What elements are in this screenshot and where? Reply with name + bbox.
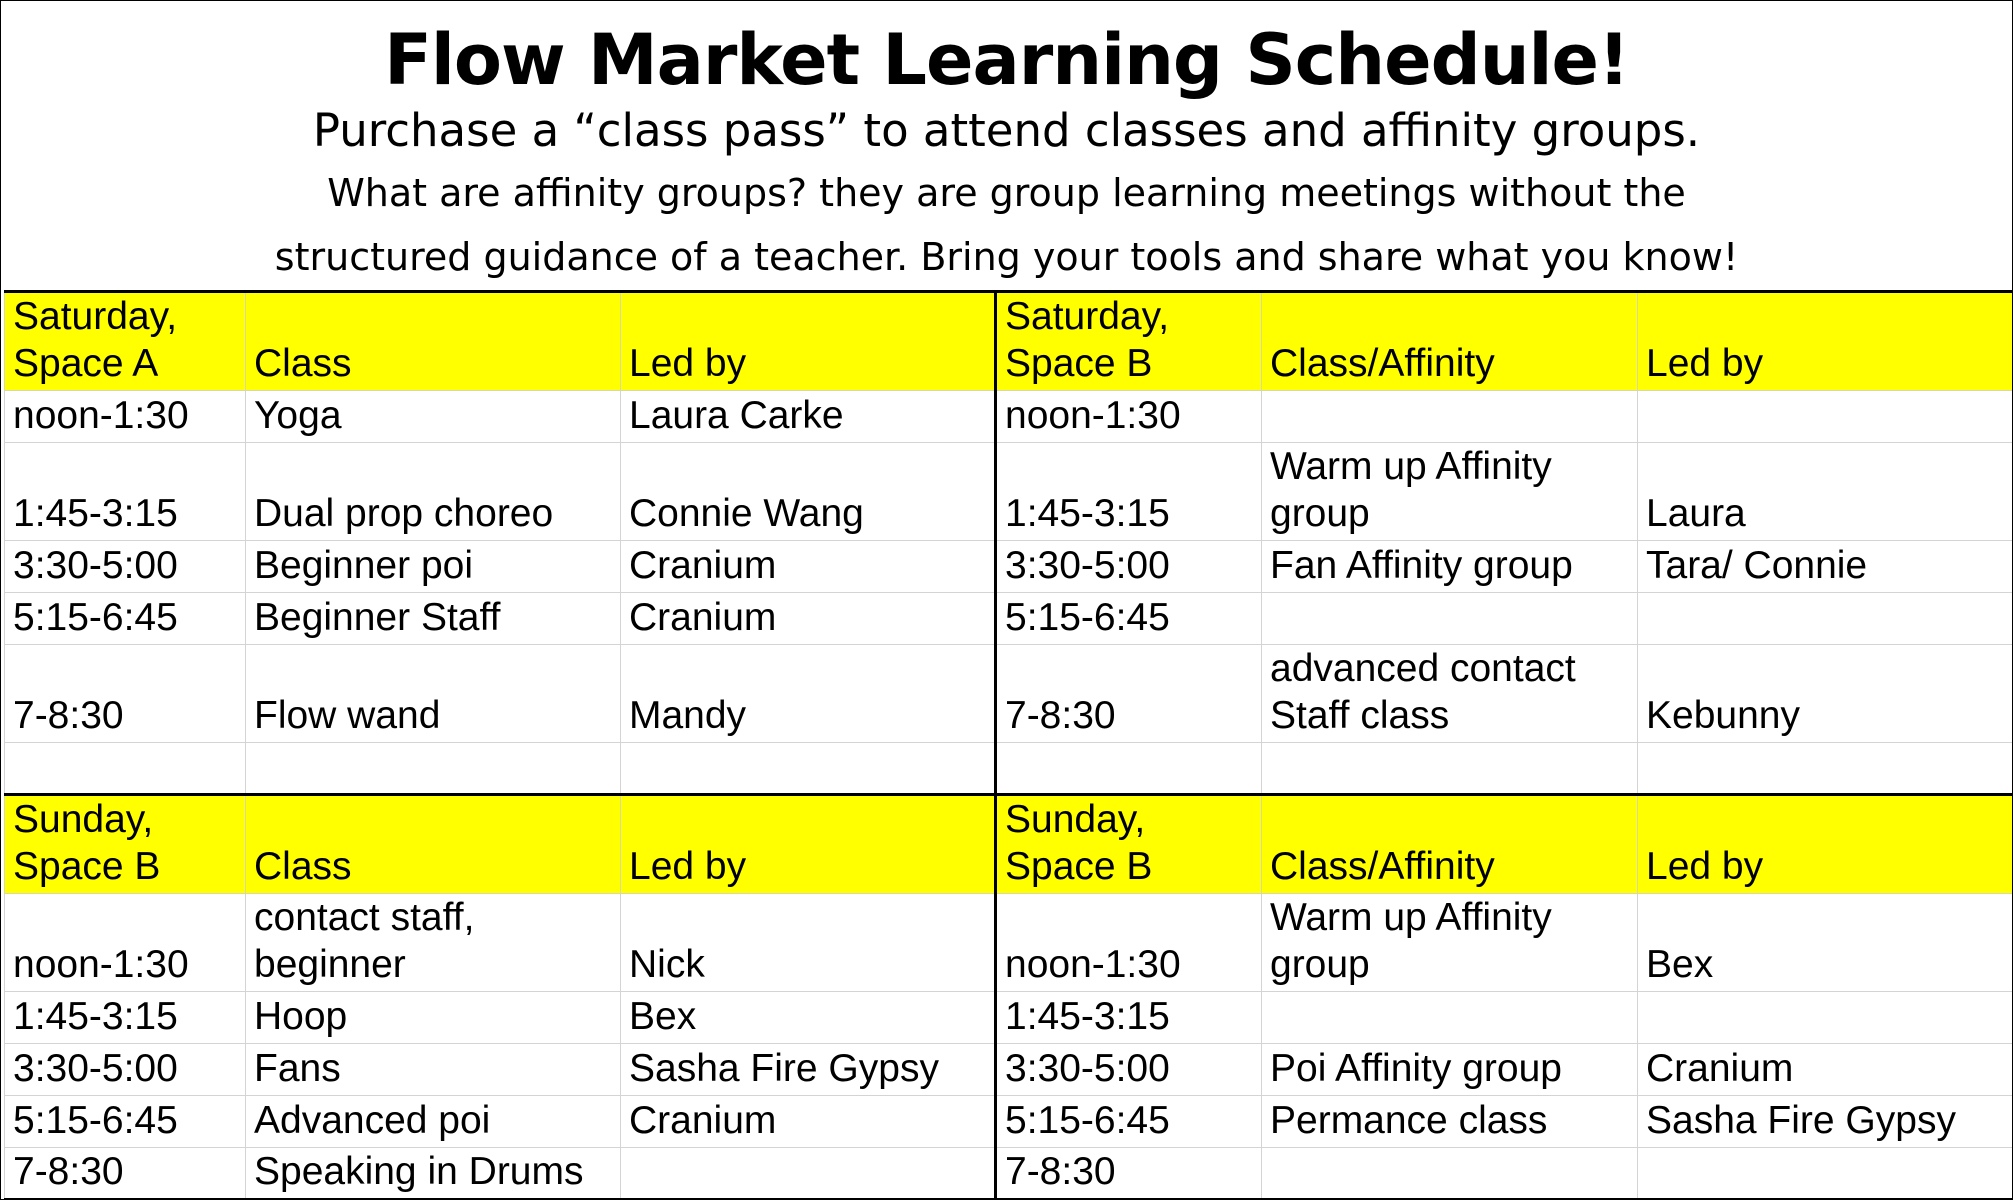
leader-cell bbox=[1638, 1148, 2013, 1200]
class-cell: Permance class bbox=[1262, 1096, 1638, 1148]
empty-cell bbox=[1262, 743, 1638, 795]
class-cell: Fans bbox=[246, 1044, 621, 1096]
time-cell: 3:30-5:00 bbox=[996, 541, 1262, 593]
table-row bbox=[5, 1044, 2013, 1096]
table-row bbox=[5, 541, 2013, 593]
time-cell: noon-1:30 bbox=[996, 894, 1262, 992]
time-cell: 5:15-6:45 bbox=[5, 1096, 246, 1148]
schedule-table bbox=[4, 290, 2013, 1200]
leader-cell: Bex bbox=[621, 992, 996, 1044]
table-row bbox=[5, 391, 2013, 443]
empty-cell bbox=[621, 743, 996, 795]
time-cell: 7-8:30 bbox=[996, 1148, 1262, 1200]
sunday-led-by-header: Led by bbox=[621, 795, 996, 894]
time-cell: 3:30-5:00 bbox=[996, 1044, 1262, 1096]
time-cell: 1:45-3:15 bbox=[5, 443, 246, 541]
class-cell: Advanced poi bbox=[246, 1096, 621, 1148]
class-cell: Warm up Affinity group bbox=[1262, 894, 1638, 992]
sunday-space-a-header: Sunday, Space B bbox=[5, 795, 246, 894]
leader-cell: Laura Carke bbox=[621, 391, 996, 443]
time-cell: noon-1:30 bbox=[996, 391, 1262, 443]
saturday-class-header: Class bbox=[246, 292, 621, 391]
empty-cell bbox=[1638, 743, 2013, 795]
leader-cell: Cranium bbox=[1638, 1044, 2013, 1096]
table-row bbox=[5, 1148, 2013, 1200]
time-cell: 5:15-6:45 bbox=[996, 593, 1262, 645]
saturday-class-affinity-header: Class/Affinity bbox=[1262, 292, 1638, 391]
description-line-1: What are affinity groups? they are group learning meetings without the bbox=[327, 171, 1686, 215]
saturday-led-by-header: Led by bbox=[621, 292, 996, 391]
saturday-header-row bbox=[5, 292, 2013, 391]
description-line-2: structured guidance of a teacher. Bring your tools and share what you know! bbox=[274, 235, 1739, 279]
time-cell: 1:45-3:15 bbox=[5, 992, 246, 1044]
page-title: Flow Market Learning Schedule! bbox=[384, 19, 1629, 101]
time-cell: noon-1:30 bbox=[5, 391, 246, 443]
class-cell: Dual prop choreo bbox=[246, 443, 621, 541]
leader-cell: Cranium bbox=[621, 1096, 996, 1148]
class-cell: contact staff, beginner bbox=[246, 894, 621, 992]
class-cell: Speaking in Drums bbox=[246, 1148, 621, 1200]
class-cell bbox=[1262, 992, 1638, 1044]
class-cell: Poi Affinity group bbox=[1262, 1044, 1638, 1096]
empty-cell bbox=[5, 743, 246, 795]
table-row bbox=[5, 593, 2013, 645]
leader-cell bbox=[1638, 593, 2013, 645]
time-cell: 7-8:30 bbox=[996, 645, 1262, 743]
table-row bbox=[5, 894, 2013, 992]
saturday-space-a-header: Saturday, Space A bbox=[5, 292, 246, 391]
sunday-header-row bbox=[5, 795, 2013, 894]
leader-cell bbox=[1638, 391, 2013, 443]
class-cell: Hoop bbox=[246, 992, 621, 1044]
leader-cell: Sasha Fire Gypsy bbox=[1638, 1096, 2013, 1148]
time-cell: noon-1:30 bbox=[5, 894, 246, 992]
empty-cell bbox=[996, 743, 1262, 795]
leader-cell: Cranium bbox=[621, 593, 996, 645]
class-cell: advanced contact Staff class bbox=[1262, 645, 1638, 743]
class-cell: Yoga bbox=[246, 391, 621, 443]
class-cell bbox=[1262, 1148, 1638, 1200]
time-cell: 7-8:30 bbox=[5, 1148, 246, 1200]
time-cell: 3:30-5:00 bbox=[5, 541, 246, 593]
class-cell: Beginner poi bbox=[246, 541, 621, 593]
class-cell: Warm up Affinity group bbox=[1262, 443, 1638, 541]
leader-cell: Laura bbox=[1638, 443, 2013, 541]
table-row bbox=[5, 443, 2013, 541]
table-row bbox=[5, 645, 2013, 743]
sunday-class-header: Class bbox=[246, 795, 621, 894]
empty-cell bbox=[246, 743, 621, 795]
time-cell: 1:45-3:15 bbox=[996, 443, 1262, 541]
leader-cell: Kebunny bbox=[1638, 645, 2013, 743]
leader-cell: Connie Wang bbox=[621, 443, 996, 541]
leader-cell: Bex bbox=[1638, 894, 2013, 992]
document-header bbox=[1, 1, 2012, 289]
sunday-space-b-header: Sunday, Space B bbox=[996, 795, 1262, 894]
class-cell: Fan Affinity group bbox=[1262, 541, 1638, 593]
class-cell bbox=[1262, 593, 1638, 645]
time-cell: 7-8:30 bbox=[5, 645, 246, 743]
saturday-b-led-by-header: Led by bbox=[1638, 292, 2013, 391]
leader-cell: Tara/ Connie bbox=[1638, 541, 2013, 593]
time-cell: 3:30-5:00 bbox=[5, 1044, 246, 1096]
time-cell: 5:15-6:45 bbox=[996, 1096, 1262, 1148]
table-row bbox=[5, 1096, 2013, 1148]
page-subtitle: Purchase a “class pass” to attend classes and affinity groups. bbox=[312, 104, 1701, 157]
sunday-b-led-by-header: Led by bbox=[1638, 795, 2013, 894]
time-cell: 5:15-6:45 bbox=[5, 593, 246, 645]
saturday-space-b-header: Saturday, Space B bbox=[996, 292, 1262, 391]
leader-cell bbox=[621, 1148, 996, 1200]
table-row bbox=[5, 992, 2013, 1044]
time-cell: 1:45-3:15 bbox=[996, 992, 1262, 1044]
leader-cell: Mandy bbox=[621, 645, 996, 743]
class-cell bbox=[1262, 391, 1638, 443]
leader-cell: Sasha Fire Gypsy bbox=[621, 1044, 996, 1096]
leader-cell: Nick bbox=[621, 894, 996, 992]
sunday-class-affinity-header: Class/Affinity bbox=[1262, 795, 1638, 894]
leader-cell: Cranium bbox=[621, 541, 996, 593]
class-cell: Flow wand bbox=[246, 645, 621, 743]
empty-row bbox=[5, 743, 2013, 795]
leader-cell bbox=[1638, 992, 2013, 1044]
class-cell: Beginner Staff bbox=[246, 593, 621, 645]
